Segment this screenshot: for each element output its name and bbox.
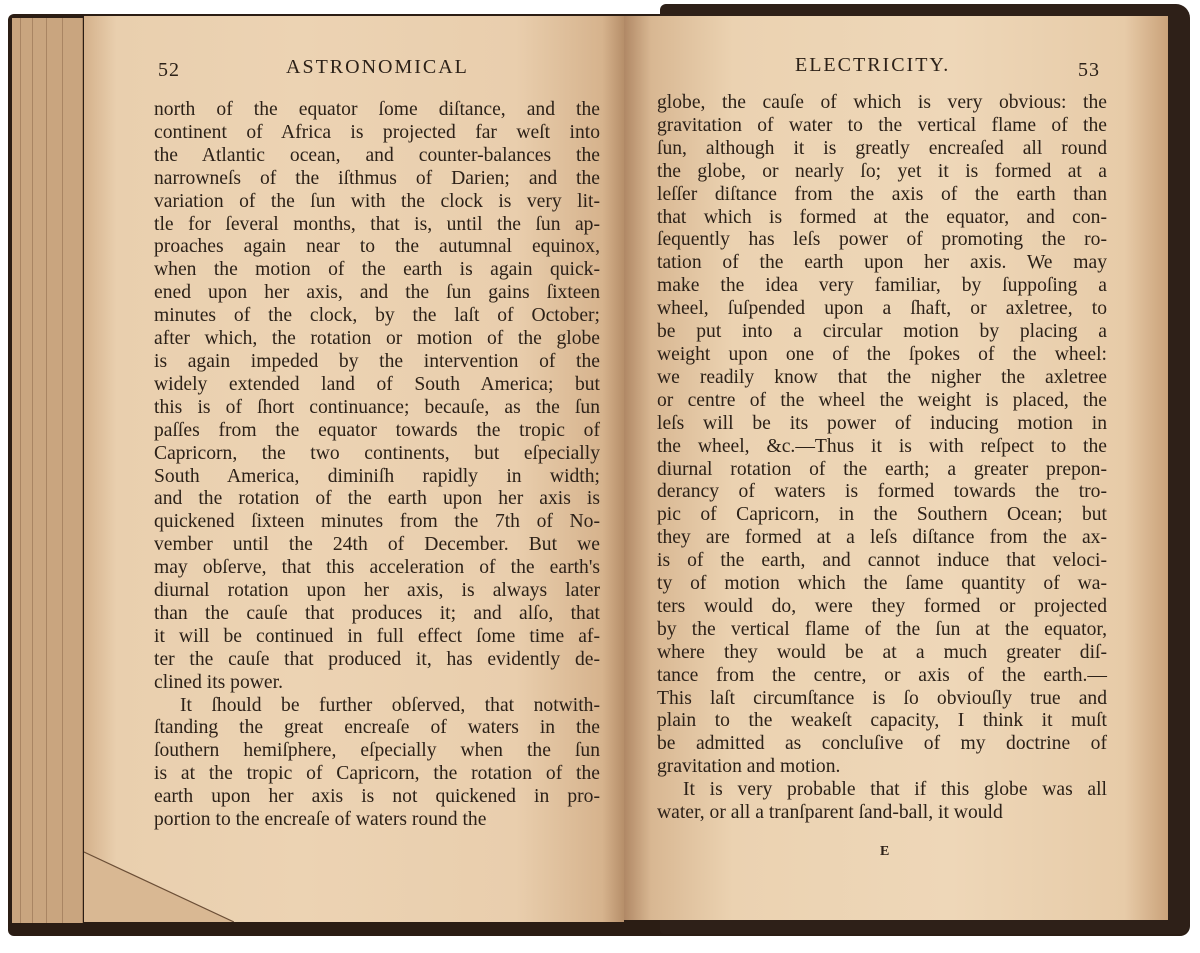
text-line: portion to the encreaſe of waters round the [154, 809, 487, 831]
text-line: derancy of waters is formed towards the tro- [657, 481, 1107, 503]
text-line: South America, diminiſh rapidly in width; [154, 465, 600, 487]
text-line: they are formed at a leſs diſtance from the ax- [657, 527, 1107, 549]
text-line: widely extended land of South America; but [154, 373, 600, 395]
text-line: wheel, ſuſpended upon a ſhaft, or axletree, to [657, 298, 1107, 320]
text-line: may obſerve, that this acceleration of the earth's [154, 557, 600, 579]
text-line: plain to the weakeſt capacity, I think it muſt [657, 710, 1107, 732]
text-line: ſtanding the great encreaſe of waters in the [154, 717, 600, 739]
text-line: water, or all a tranſparent ſand-ball, it would [657, 802, 1003, 824]
text-line: tle for ſeveral months, that is, until the ſun ap- [154, 213, 600, 235]
text-line: or centre of the wheel the weight is placed, the [657, 389, 1107, 411]
text-line: be admitted as concluſive of my doctrine of [657, 733, 1107, 755]
text-line: diurnal rotation of the earth; a greater prepon- [657, 458, 1107, 480]
text-line: this is of ſhort continuance; becauſe, as the ſun [154, 396, 600, 418]
text-line: and the rotation of the earth upon her axis is [154, 488, 600, 510]
text-line: it will be continued in full effect ſome time af- [154, 625, 600, 647]
text-line: the globe, or nearly ſo; yet it is formed at a [657, 160, 1107, 182]
text-line: It ſhould be further obſerved, that notwith- [180, 694, 600, 716]
text-line: weight upon one of the ſpokes of the wheel: [657, 343, 1107, 365]
text-line: than the cauſe that produces it; and alſo, that [154, 602, 600, 624]
text-line: where they would be at a much greater diſ- [657, 641, 1107, 663]
text-line: tance from the centre, or axis of the earth.— [657, 664, 1107, 686]
text-line: after which, the rotation or motion of the globe [154, 328, 600, 350]
text-line: gravitation of water to the vertical flame of the [657, 114, 1107, 136]
running-head-left: ASTRONOMICAL [286, 56, 469, 78]
text-line: Capricorn, the two continents, but eſpecially [154, 442, 600, 464]
text-line: quickened ſixteen minutes from the 7th of No- [154, 511, 600, 533]
left-page [84, 16, 624, 922]
text-line: earth upon her axis is not quickened in pro- [154, 786, 600, 808]
text-line: ter the cauſe that produced it, has evidently de- [154, 648, 600, 670]
text-line: ſequently has leſs power of promoting the ro- [657, 229, 1107, 251]
text-line: the wheel, &c.—Thus it is with reſpect to the [657, 435, 1107, 457]
page-number-right: 53 [1078, 59, 1100, 81]
running-head-right: ELECTRICITY. [795, 54, 951, 76]
text-line: ty of motion which the ſame quantity of wa- [657, 573, 1107, 595]
text-line: clined its power. [154, 671, 283, 693]
signature-mark: E [880, 844, 890, 859]
text-line: make the idea very familiar, by ſuppoſing a [657, 275, 1107, 297]
left-page-text [154, 99, 600, 832]
text-line: ſouthern hemiſphere, eſpecially when the ſun [154, 740, 600, 762]
text-line: narrowneſs of the iſthmus of Darien; and the [154, 167, 600, 189]
text-line: north of the equator ſome diſtance, and the [154, 99, 600, 120]
text-line: pic of Capricorn, in the Southern Ocean; but [657, 504, 1107, 526]
text-line: minutes of the clock, by the laſt of October; [154, 305, 600, 327]
text-line: by the vertical flame of the ſun at the equator, [657, 618, 1107, 640]
text-line: tation of the earth upon her axis. We may [657, 252, 1107, 274]
text-line: when the motion of the earth is again quick- [154, 259, 600, 281]
text-line: ened upon her axis, and the ſun gains ſixteen [154, 282, 600, 304]
folded-page-corner [84, 840, 234, 922]
text-line: that which is formed at the equator, and con- [657, 206, 1107, 228]
text-line: the Atlantic ocean, and counter-balances the [154, 144, 600, 166]
text-line: be put into a circular motion by placing a [657, 321, 1107, 343]
text-line: paſſes from the equator towards the tropic of [154, 419, 600, 441]
text-line: is of the earth, and cannot induce that veloci- [657, 550, 1107, 572]
text-line: leſs will be its power of inducing motion in [657, 412, 1107, 434]
text-line: continent of Africa is projected far weſt into [154, 121, 600, 143]
text-line: we readily know that the nigher the axletree [657, 366, 1107, 388]
left-page-edges [12, 18, 82, 923]
text-line: It is very probable that if this globe was all [683, 779, 1107, 801]
right-page-text [657, 92, 1107, 825]
text-line: leſſer diſtance from the axis of the earth than [657, 183, 1107, 205]
text-line: vember until the 24th of December. But we [154, 534, 600, 556]
text-line: This laſt circumſtance is ſo obviouſly true and [657, 687, 1107, 709]
text-line: is again impeded by the intervention of the [154, 350, 600, 372]
text-line: gravitation and motion. [657, 756, 841, 778]
page-number-left: 52 [158, 59, 180, 81]
text-line: diurnal rotation upon her axis, is always later [154, 580, 600, 602]
text-line: ters would do, were they formed or projected [657, 595, 1107, 617]
text-line: is at the tropic of Capricorn, the rotation of the [154, 763, 600, 785]
text-line: globe, the cauſe of which is very obvious: the [657, 92, 1107, 113]
text-line: proaches again near to the autumnal equinox, [154, 236, 600, 258]
text-line: ſun, although it is greatly encreaſed all round [657, 137, 1107, 159]
text-line: variation of the ſun with the clock is very lit- [154, 190, 600, 212]
right-page [624, 16, 1168, 920]
